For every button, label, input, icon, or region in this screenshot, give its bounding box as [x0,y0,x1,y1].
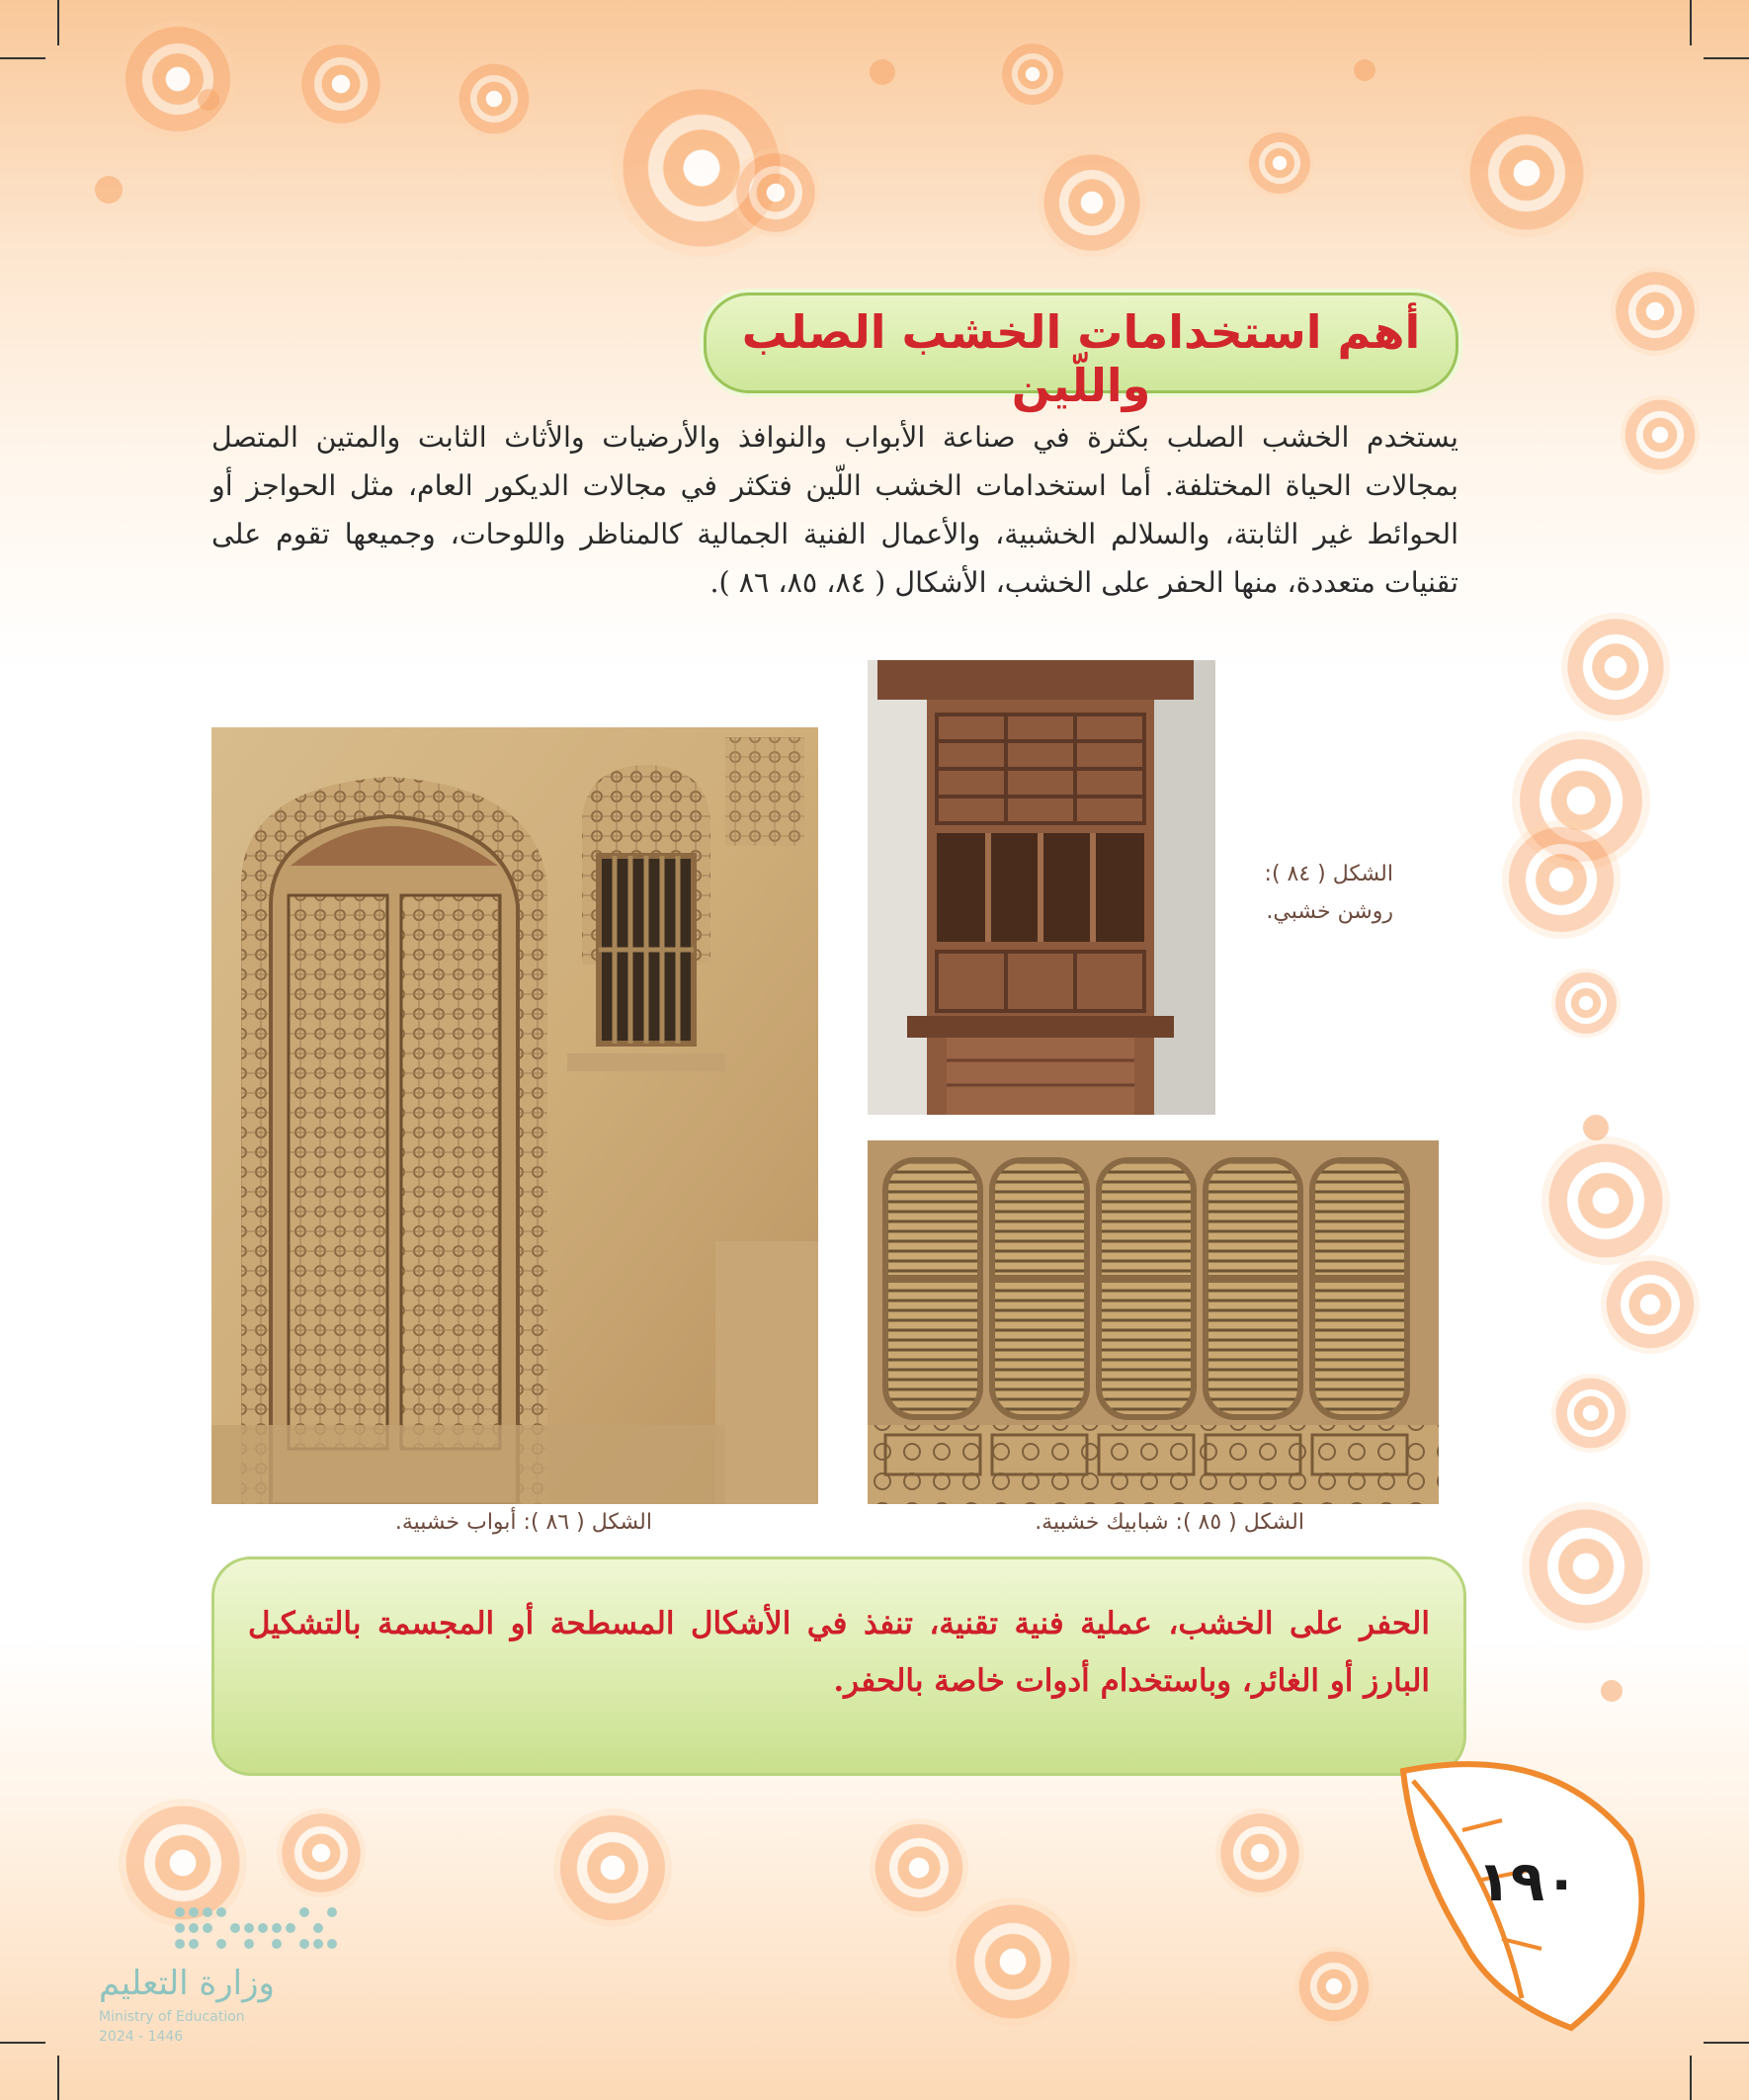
crop-mark [1690,0,1692,45]
page-heading: أهم استخدامات الخشب الصلب واللّين [741,305,1421,412]
decorative-dot [1354,59,1375,81]
decorative-flower [1611,267,1700,356]
decorative-flower [1245,128,1314,198]
body-paragraph: يستخدم الخشب الصلب بكثرة في صناعة الأبواب والنوافذ والأرضيات والأثاث الثابت والمتين المتصل بمجالات الحياة المختلفة. أما استخدامات الخشب اللّين فتكثر في مجالات الديكور العام، مثل الحواجز أو الحوائط غير الثابتة، والسلالم الخشبية، والأعمال الفنية الجمالية كالمناظر واللوحات، وجميعها تقوم على تقنيات متعددة، منها الحفر على الخشب، الأشكال ( ٨٤، ٨٥، ٨٦ ). [211,421,1458,599]
definition-note-text: الحفر على الخشب، عملية فنية تقنية، تنفذ في الأشكال المسطحة أو المجسمة بالتشكيل البارز أو الغائر، وباستخدام أدوات خاصة بالحفر. [248,1606,1430,1699]
decorative-flower [277,1808,366,1897]
decorative-flower [998,40,1067,109]
ministry-name-english: Ministry of Education [99,2009,245,2025]
figure-86-caption: الشكل ( ٨٦ ): أبواب خشبية. [394,1510,652,1535]
decorative-flower [1621,395,1700,474]
crop-mark [0,57,45,59]
decorative-flower [1038,148,1146,257]
decorative-flower [870,1818,968,1917]
decorative-flower [1502,820,1621,939]
decorative-flower [119,20,237,138]
figure-86-wooden-doors-photo [211,727,818,1504]
decorative-flower [731,148,820,237]
figure-85-wooden-windows-photo [868,1140,1439,1504]
ministry-name-arabic: وزارة التعليم [99,1964,275,2003]
crop-mark [1704,2042,1749,2044]
crop-mark [57,2056,59,2100]
page-number: ١٩٠ [1476,1850,1579,1914]
decorative-flower [1541,1136,1670,1265]
crop-mark [1704,57,1749,59]
decorative-flower [1294,1947,1374,2026]
decorative-flower [1551,1374,1630,1453]
decorative-flower [1551,968,1621,1038]
figure-84-caption-line2: روشن خشبي. [1266,899,1393,924]
decorative-dot [1601,1680,1623,1702]
decorative-dot [870,59,895,85]
decorative-flower [1601,1255,1700,1354]
decorative-flower [455,59,534,138]
definition-note-box [211,1556,1466,1776]
decorative-flower [1462,109,1591,237]
ministry-logo-dots-icon [170,1902,397,1962]
decorative-flower [949,1897,1077,2026]
ministry-year: 2024 - 1446 [99,2029,184,2045]
heading-banner [704,293,1458,412]
decorative-dot [1583,1115,1609,1140]
decorative-flower [553,1808,672,1927]
decorative-dot [95,176,123,204]
figure-85-caption: الشكل ( ٨٥ ): شبابيك خشبية. [1035,1510,1304,1535]
decorative-flower [296,40,385,128]
crop-mark [57,0,59,45]
ministry-logo [99,1902,356,2060]
decorative-dot [198,89,219,111]
decorative-flower [1561,613,1670,721]
decorative-flower [1215,1808,1304,1897]
crop-mark [1690,2056,1692,2100]
figure-84-wooden-rowshan-photo [868,660,1215,1115]
crop-mark [0,2042,45,2044]
decorative-flower [1522,1502,1650,1631]
figure-84-caption-line1: الشكل ( ٨٤ ): [1264,862,1393,886]
